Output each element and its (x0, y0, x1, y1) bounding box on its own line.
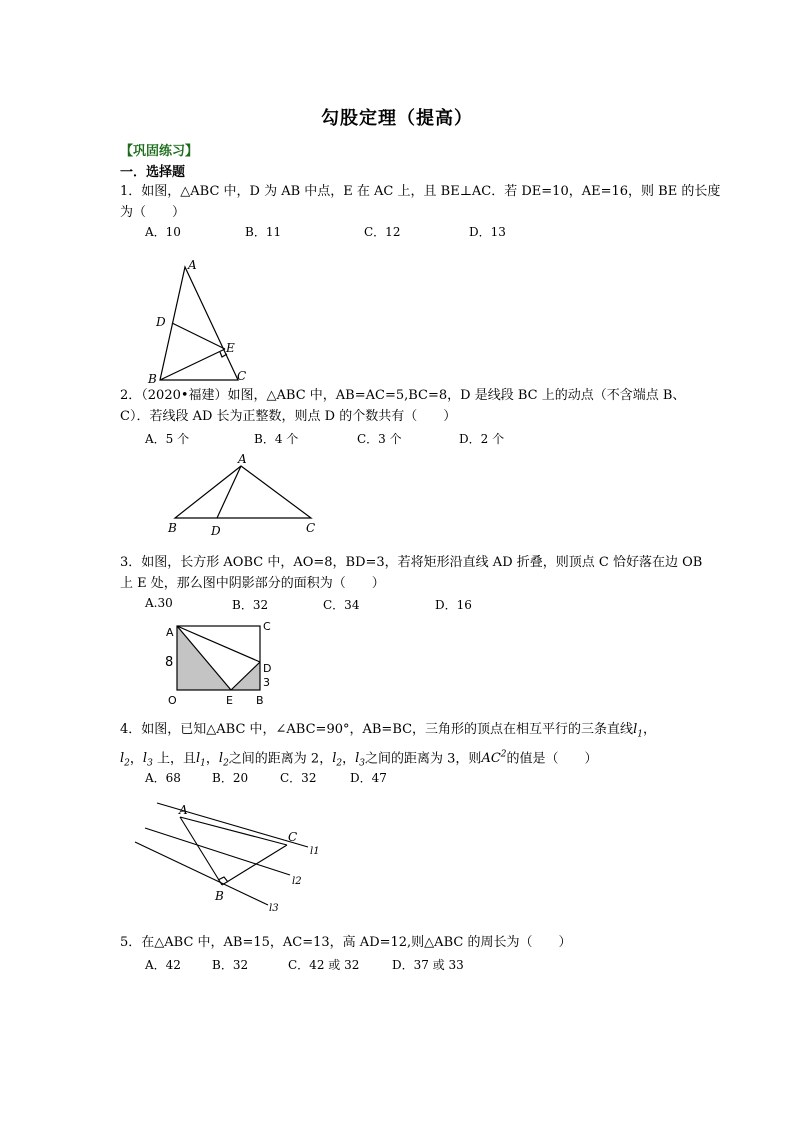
q2-segment-ad (217, 466, 241, 518)
q5-option-c: C．42 或 32 (288, 958, 360, 972)
page-title: 勾股定理（提高） (321, 108, 473, 129)
q2-option-a: A．5 个 (145, 432, 190, 446)
subsection-heading: 一．选择题 (120, 165, 186, 180)
q2-option-c: C．3 个 (357, 432, 402, 446)
q3-label-b: B (256, 694, 264, 707)
q3-figure (160, 618, 280, 710)
q3-label-ao-length: 8 (165, 655, 174, 670)
q1-segment-be (160, 349, 225, 380)
q5-option-d: D．37 或 33 (392, 958, 464, 972)
q4-label-a: A (179, 803, 188, 817)
q4-l1-inline: $l_1$ (633, 722, 643, 740)
q1-label-d: D (156, 315, 166, 329)
q2-option-d: D．2 个 (459, 432, 505, 446)
q1-option-a: A．10 (145, 225, 181, 239)
q1-label-b: B (148, 372, 157, 386)
q1-option-c: C．12 (364, 225, 401, 239)
q2-figure (165, 450, 325, 540)
q4-segment-bc (222, 845, 287, 885)
q4-label-l1: l1 (310, 846, 320, 857)
q1-figure (140, 255, 270, 385)
q2-option-b: B．4 个 (254, 432, 299, 446)
q5-text-line1: 5．在△ABC 中，AB=15，AC=13，高 AD=12,则△ABC 的周长为（ ） (120, 935, 572, 950)
q4-text-line1: 4．如图，已知△ABC 中，∠ABC=90°，AB=BC，三角形的顶点在相互平行的三条直线$l_1$， (120, 722, 656, 740)
q2-label-d: D (211, 524, 221, 538)
q4-label-b: B (215, 889, 224, 903)
q3-option-b: B．32 (232, 598, 269, 612)
q4-label-c: C (288, 830, 298, 844)
q3-label-bd-length: 3 (263, 676, 270, 689)
q3-option-c: C．34 (323, 598, 360, 612)
q4-text-line2: $l_2$，$l_3$ 上，且$l_1$，$l_2$之间的距离为 2，$l_2$，$l_3$之间的距离为 3，则$AC^2$的值是（ ） (120, 750, 598, 769)
q2-text-line1: 2．（2020•福建）如图，△ABC 中，AB=AC=5,BC=8，D 是线段 BC 上的动点（不含端点 B、 (120, 388, 686, 403)
q4-figure (130, 795, 330, 920)
q1-triangle-abc (160, 267, 238, 380)
q3-label-e: E (226, 694, 233, 707)
q4-option-a: A．68 (145, 771, 181, 785)
q2-label-b: B (168, 521, 177, 535)
q2-label-a: A (238, 452, 247, 466)
q1-label-c: C (237, 369, 247, 383)
q1-label-a: A (188, 258, 197, 272)
q4-label-l3: l3 (269, 903, 279, 914)
q3-text-line1: 3．如图，长方形 AOBC 中，AO=8，BD=3，若将矩形沿直线 AD 折叠，则顶点 C 恰好落在边 OB (120, 555, 703, 570)
q1-text-line2: 为（ ） (120, 205, 186, 220)
q3-label-c: C (263, 620, 271, 633)
q4-option-d: D．47 (350, 771, 387, 785)
q3-option-a: A.30 (145, 596, 173, 610)
q5-option-a: A．42 (145, 958, 181, 972)
q2-text-line2: C）．若线段 AD 长为正整数，则点 D 的个数共有（ ） (120, 409, 457, 424)
q1-label-e: E (226, 341, 235, 355)
q1-text-line1: 1．如图，△ABC 中，D 为 AB 中点，E 在 AC 上，且 BE⊥AC．若 DE=10，AE=16，则 BE 的长度 (120, 184, 721, 199)
q2-triangle-abc (175, 466, 311, 518)
q3-text-line2: 上 E 处，那么图中阴影部分的面积为（ ） (120, 576, 385, 591)
q4-option-b: B．20 (212, 771, 249, 785)
section-label: 【巩固练习】 (120, 144, 199, 159)
q3-option-d: D．16 (435, 598, 472, 612)
q4-option-c: C．32 (280, 771, 317, 785)
q4-text-line1-main: 4．如图，已知△ABC 中，∠ABC=90°，AB=BC，三角形的顶点在相互平行的三条直线 (120, 722, 634, 737)
q3-label-d: D (263, 662, 272, 675)
q5-option-b: B．32 (212, 958, 249, 972)
q1-option-d: D．13 (469, 225, 506, 239)
q3-label-o: O (168, 694, 177, 707)
q2-label-c: C (306, 521, 316, 535)
q4-label-l2: l2 (292, 876, 302, 887)
q4-segment-ac (180, 817, 287, 845)
q1-option-b: B．11 (245, 225, 282, 239)
q3-label-a: A (166, 626, 174, 639)
q4-ac-squared: $AC^2$ (481, 750, 507, 767)
